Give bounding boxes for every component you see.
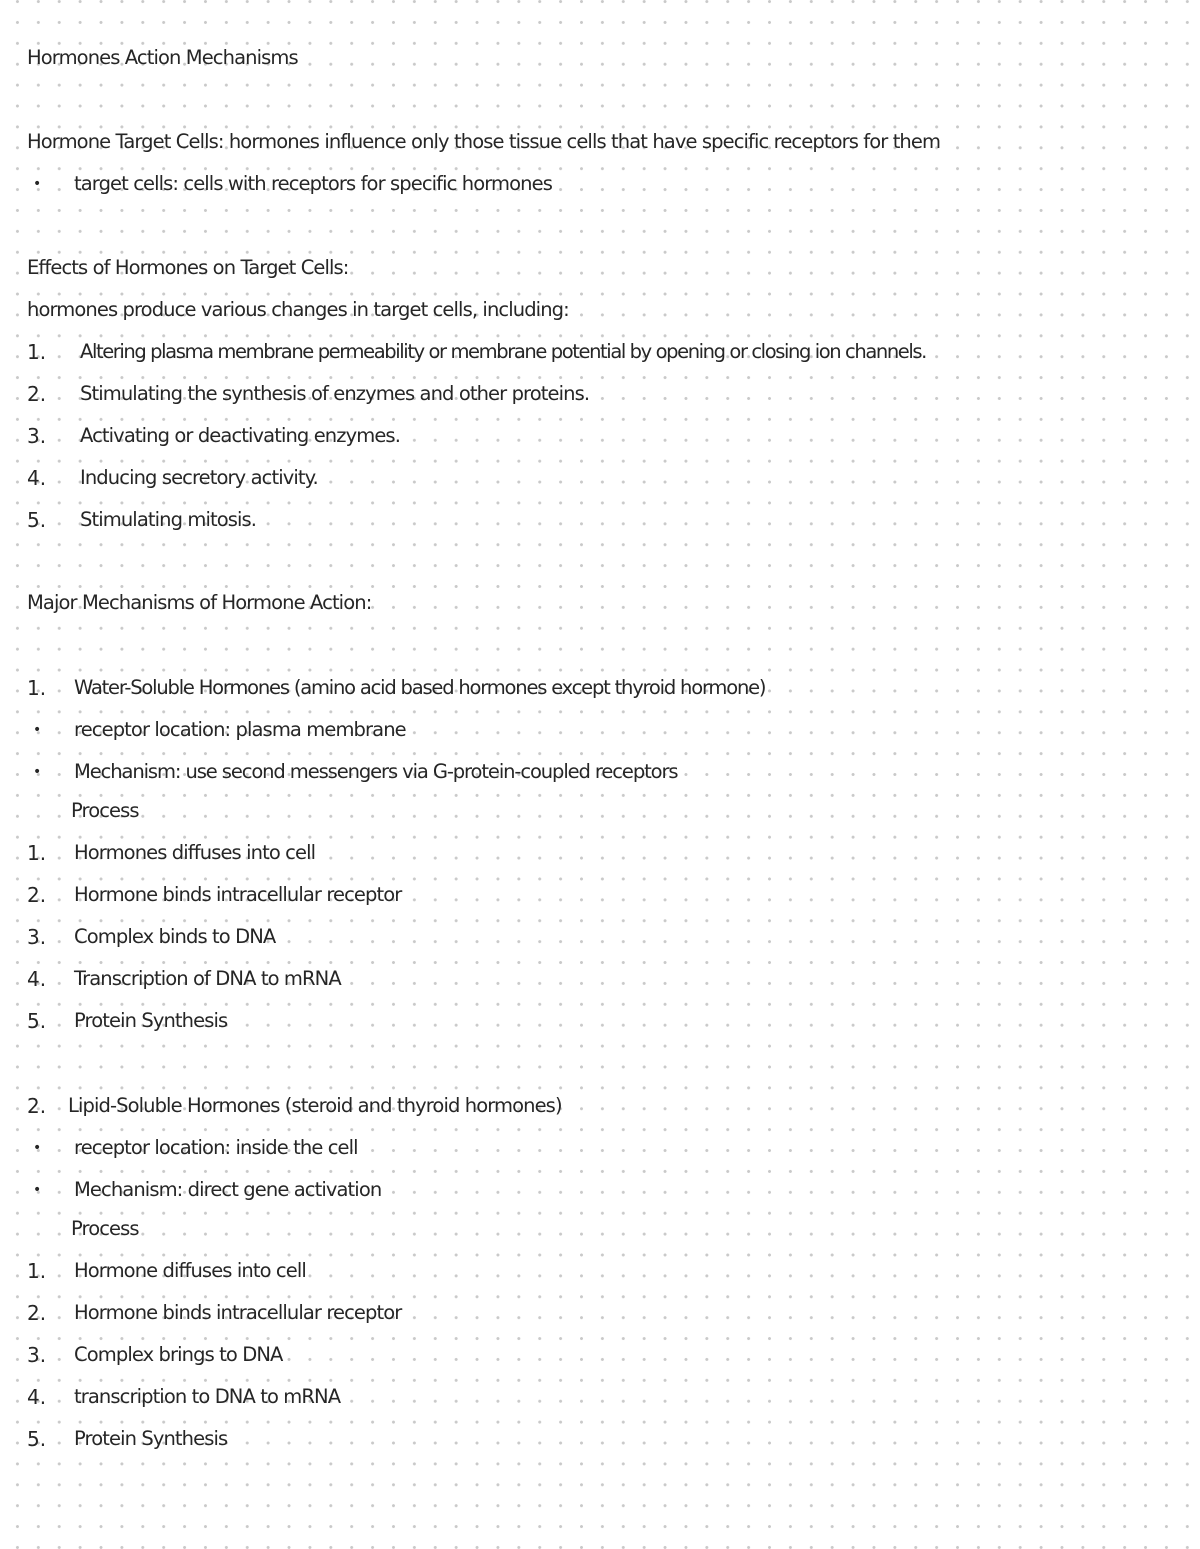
section-number: 1. — [27, 676, 47, 700]
list-number: 1. — [27, 841, 47, 865]
list-number: 2. — [27, 382, 47, 406]
list-number: 3. — [27, 925, 47, 949]
process-step: transcription to DNA to mRNA — [74, 1385, 341, 1408]
process-label: Process — [71, 799, 139, 822]
effects-intro: hormones produce various changes in target cells, including: — [27, 298, 569, 321]
process-step: Hormone binds intracellular receptor — [74, 883, 402, 906]
process-label: Process — [71, 1217, 139, 1240]
list-number: 4. — [27, 466, 47, 490]
list-number: 2. — [27, 1301, 47, 1325]
process-step: Complex brings to DNA — [74, 1343, 283, 1366]
list-number: 1. — [27, 340, 47, 364]
lipid-soluble-bullet: Mechanism: direct gene activation — [74, 1178, 382, 1201]
lipid-soluble-bullet: receptor location: inside the cell — [74, 1136, 358, 1159]
lipid-soluble-title: Lipid-Soluble Hormones (steroid and thyroid hormones) — [68, 1094, 562, 1117]
list-number: 4. — [27, 1385, 47, 1409]
list-number: 3. — [27, 1343, 47, 1367]
process-step: Hormone diffuses into cell — [74, 1259, 306, 1282]
process-step: Protein Synthesis — [74, 1009, 228, 1032]
list-number: 5. — [27, 1009, 47, 1033]
bullet-icon: • — [33, 1140, 42, 1156]
list-number: 2. — [27, 883, 47, 907]
bullet-icon: • — [33, 176, 42, 192]
section-number: 2. — [27, 1094, 47, 1118]
list-number: 4. — [27, 967, 47, 991]
target-cells-heading: Hormone Target Cells: hormones influence only those tissue cells that have specific receptors for them — [27, 130, 941, 153]
effect-item: Inducing secretory activity. — [80, 466, 318, 489]
effect-item: Altering plasma membrane permeability or membrane potential by opening or closing ion channels. — [80, 340, 926, 363]
list-number: 3. — [27, 424, 47, 448]
effect-item: Stimulating mitosis. — [80, 508, 257, 531]
process-step: Protein Synthesis — [74, 1427, 228, 1450]
note-title: Hormones Action Mechanisms — [27, 46, 298, 69]
water-soluble-title: Water-Soluble Hormones (amino acid based hormones except thyroid hormone) — [74, 676, 766, 699]
effects-heading: Effects of Hormones on Target Cells: — [27, 256, 349, 279]
bullet-icon: • — [33, 764, 42, 780]
water-soluble-bullet: receptor location: plasma membrane — [74, 718, 406, 741]
process-step: Transcription of DNA to mRNA — [74, 967, 341, 990]
list-number: 5. — [27, 1427, 47, 1451]
water-soluble-bullet: Mechanism: use second messengers via G-protein-coupled receptors — [74, 760, 678, 783]
effect-item: Activating or deactivating enzymes. — [80, 424, 400, 447]
process-step: Hormone binds intracellular receptor — [74, 1301, 402, 1324]
list-number: 1. — [27, 1259, 47, 1283]
bullet-icon: • — [33, 722, 42, 738]
list-number: 5. — [27, 508, 47, 532]
target-cells-bullet: target cells: cells with receptors for specific hormones — [74, 172, 552, 195]
process-step: Hormones diffuses into cell — [74, 841, 316, 864]
process-step: Complex binds to DNA — [74, 925, 276, 948]
effect-item: Stimulating the synthesis of enzymes and other proteins. — [80, 382, 590, 405]
bullet-icon: • — [33, 1182, 42, 1198]
mechanisms-heading: Major Mechanisms of Hormone Action: — [27, 591, 372, 614]
